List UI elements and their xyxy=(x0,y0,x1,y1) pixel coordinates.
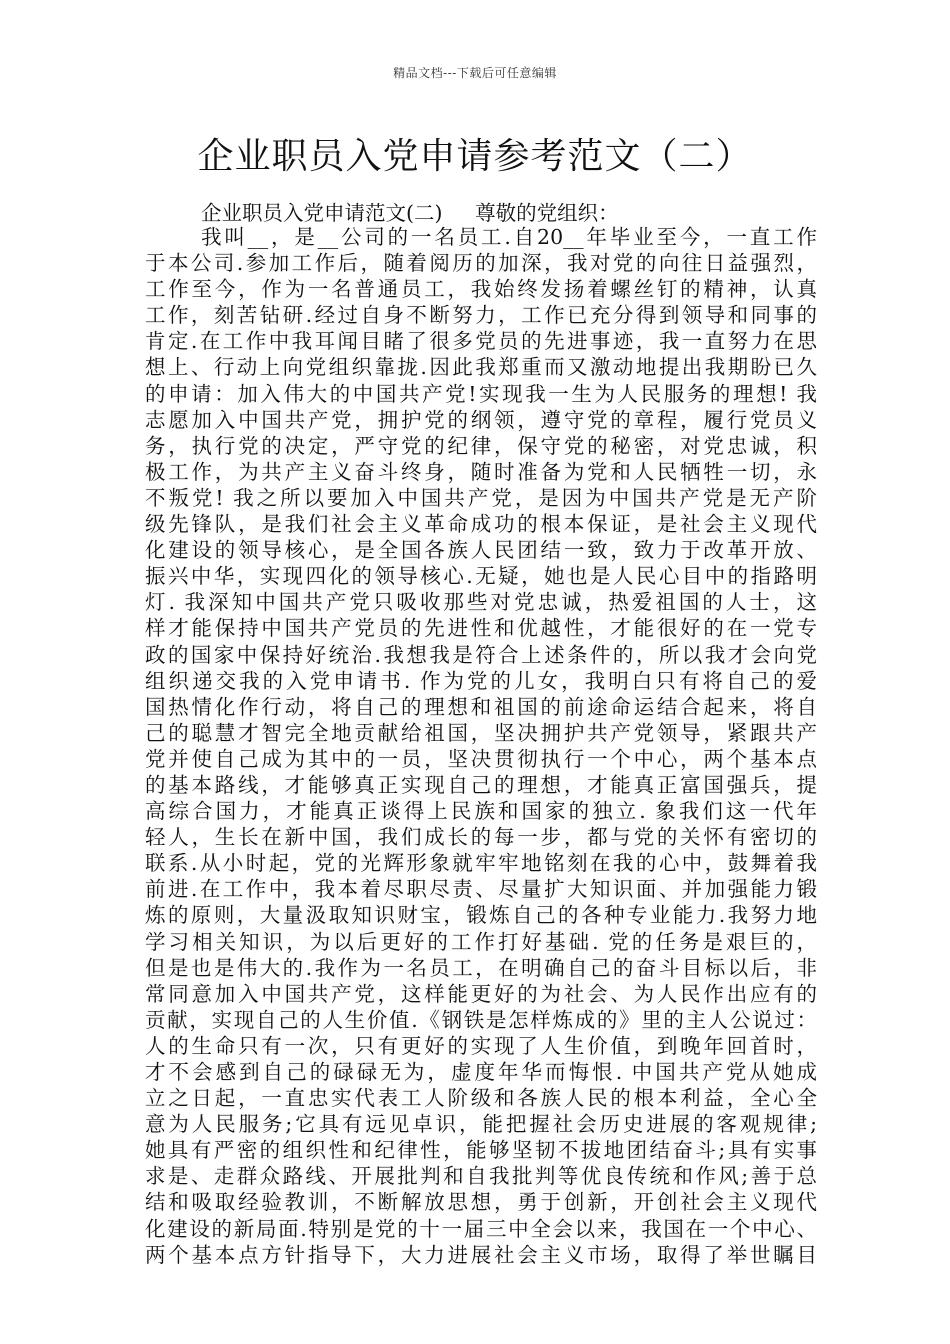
body-line: 意为人民服务;它具有远见卓识，能把握社会历史进展的客观规律; xyxy=(145,1112,817,1137)
body-line: 贡献，实现自己的人生价值.《钢铁是怎样炼成的》里的主人公说过： xyxy=(145,1007,817,1032)
body-line: 想上、行动上向党组织靠拢.因此我郑重而又激动地提出我期盼已久 xyxy=(145,355,817,380)
body-line: 才不会感到自己的碌碌无为，虚度年华而悔恨. 中国共产党从她成 xyxy=(145,1060,817,1084)
body-line: 灯. 我深知中国共产党只吸收那些对党忠诚，热爱祖国的人士，这 xyxy=(145,590,817,615)
body-line: 于本公司.参加工作后，随着阅历的加深，我对党的向往日益强烈， xyxy=(145,251,817,276)
body-line: 振兴中华，实现四化的领导核心.无疑，她也是人民心目中的指路明 xyxy=(145,564,817,589)
body-line: 轻人，生长在新中国，我们成长的每一步，都与党的关怀有密切的 xyxy=(145,825,817,850)
body-line: 志愿加入中国共产党，拥护党的纲领，遵守党的章程，履行党员义 xyxy=(145,407,817,432)
body-line: 结和吸取经验教训，不断解放思想，勇于创新，开创社会主义现代 xyxy=(145,1190,817,1215)
body-line: 前进.在工作中，我本着尽职尽责、尽量扩大知识面、并加强能力锻 xyxy=(145,877,817,902)
body-line: 学习相关知识，为以后更好的工作打好基础. 党的任务是艰巨的， xyxy=(145,929,817,954)
body-line: 级先锋队，是我们社会主义革命成功的根本保证，是社会主义现代 xyxy=(145,512,817,537)
body-line: 工作至今，作为一名普通员工，我始终发扬着螺丝钉的精神，认真 xyxy=(145,277,817,302)
body-line: 求是、走群众路线、开展批判和自我批判等优良传统和作风;善于总 xyxy=(145,1164,817,1189)
body-line: 两个基本点方针指导下，大力进展社会主义市场，取得了举世瞩目 xyxy=(145,1242,817,1267)
body-line: 她具有严密的组织性和纪律性，能够坚韧不拔地团结奋斗;具有实事 xyxy=(145,1138,817,1163)
body-line: 高综合国力，才能真正谈得上民族和国家的独立. 象我们这一代年 xyxy=(145,799,817,824)
document-title: 企业职员入党申请参考范文（二） xyxy=(197,136,753,177)
body-line: 工作，刻苦钻研.经过自身不断努力，工作已充分得到领导和同事的 xyxy=(145,303,817,328)
body-line: 己的聪慧才智完全地贡献给祖国，坚决拥护共产党领导，紧跟共产 xyxy=(145,720,817,745)
body-line: 不叛党! 我之所以要加入中国共产党，是因为中国共产党是无产阶 xyxy=(145,485,817,510)
body-line: 化建设的新局面.特别是党的十一届三中全会以来，我国在一个中心、 xyxy=(145,1216,817,1241)
body-line: 国热情化作行动，将自己的理想和祖国的前途命运结合起来，将自 xyxy=(145,694,817,719)
body-line: 人的生命只有一次，只有更好的实现了人生价值，到晚年回首时， xyxy=(145,1033,817,1058)
body-line: 样才能保持中国共产党员的先进性和优越性，才能很好的在一党专 xyxy=(145,616,817,641)
body-line: 立之日起，一直忠实代表工人阶级和各族人民的根本利益，全心全 xyxy=(145,1086,817,1111)
intro-line: 企业职员入党申请范文(二) 尊敬的党组织： xyxy=(201,201,619,225)
body-line: 极工作，为共产主义奋斗终身，随时准备为党和人民牺牲一切，永 xyxy=(145,459,817,484)
body-line: 常同意加入中国共产党，这样能更好的为社会、为人民作出应有的 xyxy=(145,981,817,1006)
body-line: 组织递交我的入党申请书. 作为党的儿女，我明白只有将自己的爱 xyxy=(145,668,817,693)
body-line: 联系.从小时起，党的光辉形象就牢牢地铭刻在我的心中，鼓舞着我 xyxy=(145,851,817,876)
header-note: 精品文档---下载后可任意编辑 xyxy=(393,66,557,80)
body-text xyxy=(145,224,817,1268)
body-line: 务，执行党的决定，严守党的纪律，保守党的秘密，对党忠诚，积 xyxy=(145,433,817,458)
body-line: 政的国家中保持好统治.我想我是符合上述条件的，所以我才会向党 xyxy=(145,642,817,667)
body-line: 党并使自己成为其中的一员，坚决贯彻执行一个中心，两个基本点 xyxy=(145,746,817,771)
body-line: 化建设的领导核心，是全国各族人民团结一致，致力于改革开放、 xyxy=(145,538,817,563)
body-line: 炼的原则，大量汲取知识财宝，锻炼自己的各种专业能力.我努力地 xyxy=(145,903,817,928)
body-line: 但是也是伟大的.我作为一名员工，在明确自己的奋斗目标以后，非 xyxy=(145,955,817,980)
body-line: 肯定.在工作中我耳闻目睹了很多党员的先进事迹，我一直努力在思 xyxy=(145,329,817,354)
body-line: 的基本路线，才能够真正实现自己的理想，才能真正富国强兵，提 xyxy=(145,772,817,797)
body-line: 我叫__，是__公司的一名员工.自20__年毕业至今，一直工作 xyxy=(201,225,817,249)
body-line: 的申请：加入伟大的中国共产党!实现我一生为人民服务的理想! 我 xyxy=(145,381,817,406)
